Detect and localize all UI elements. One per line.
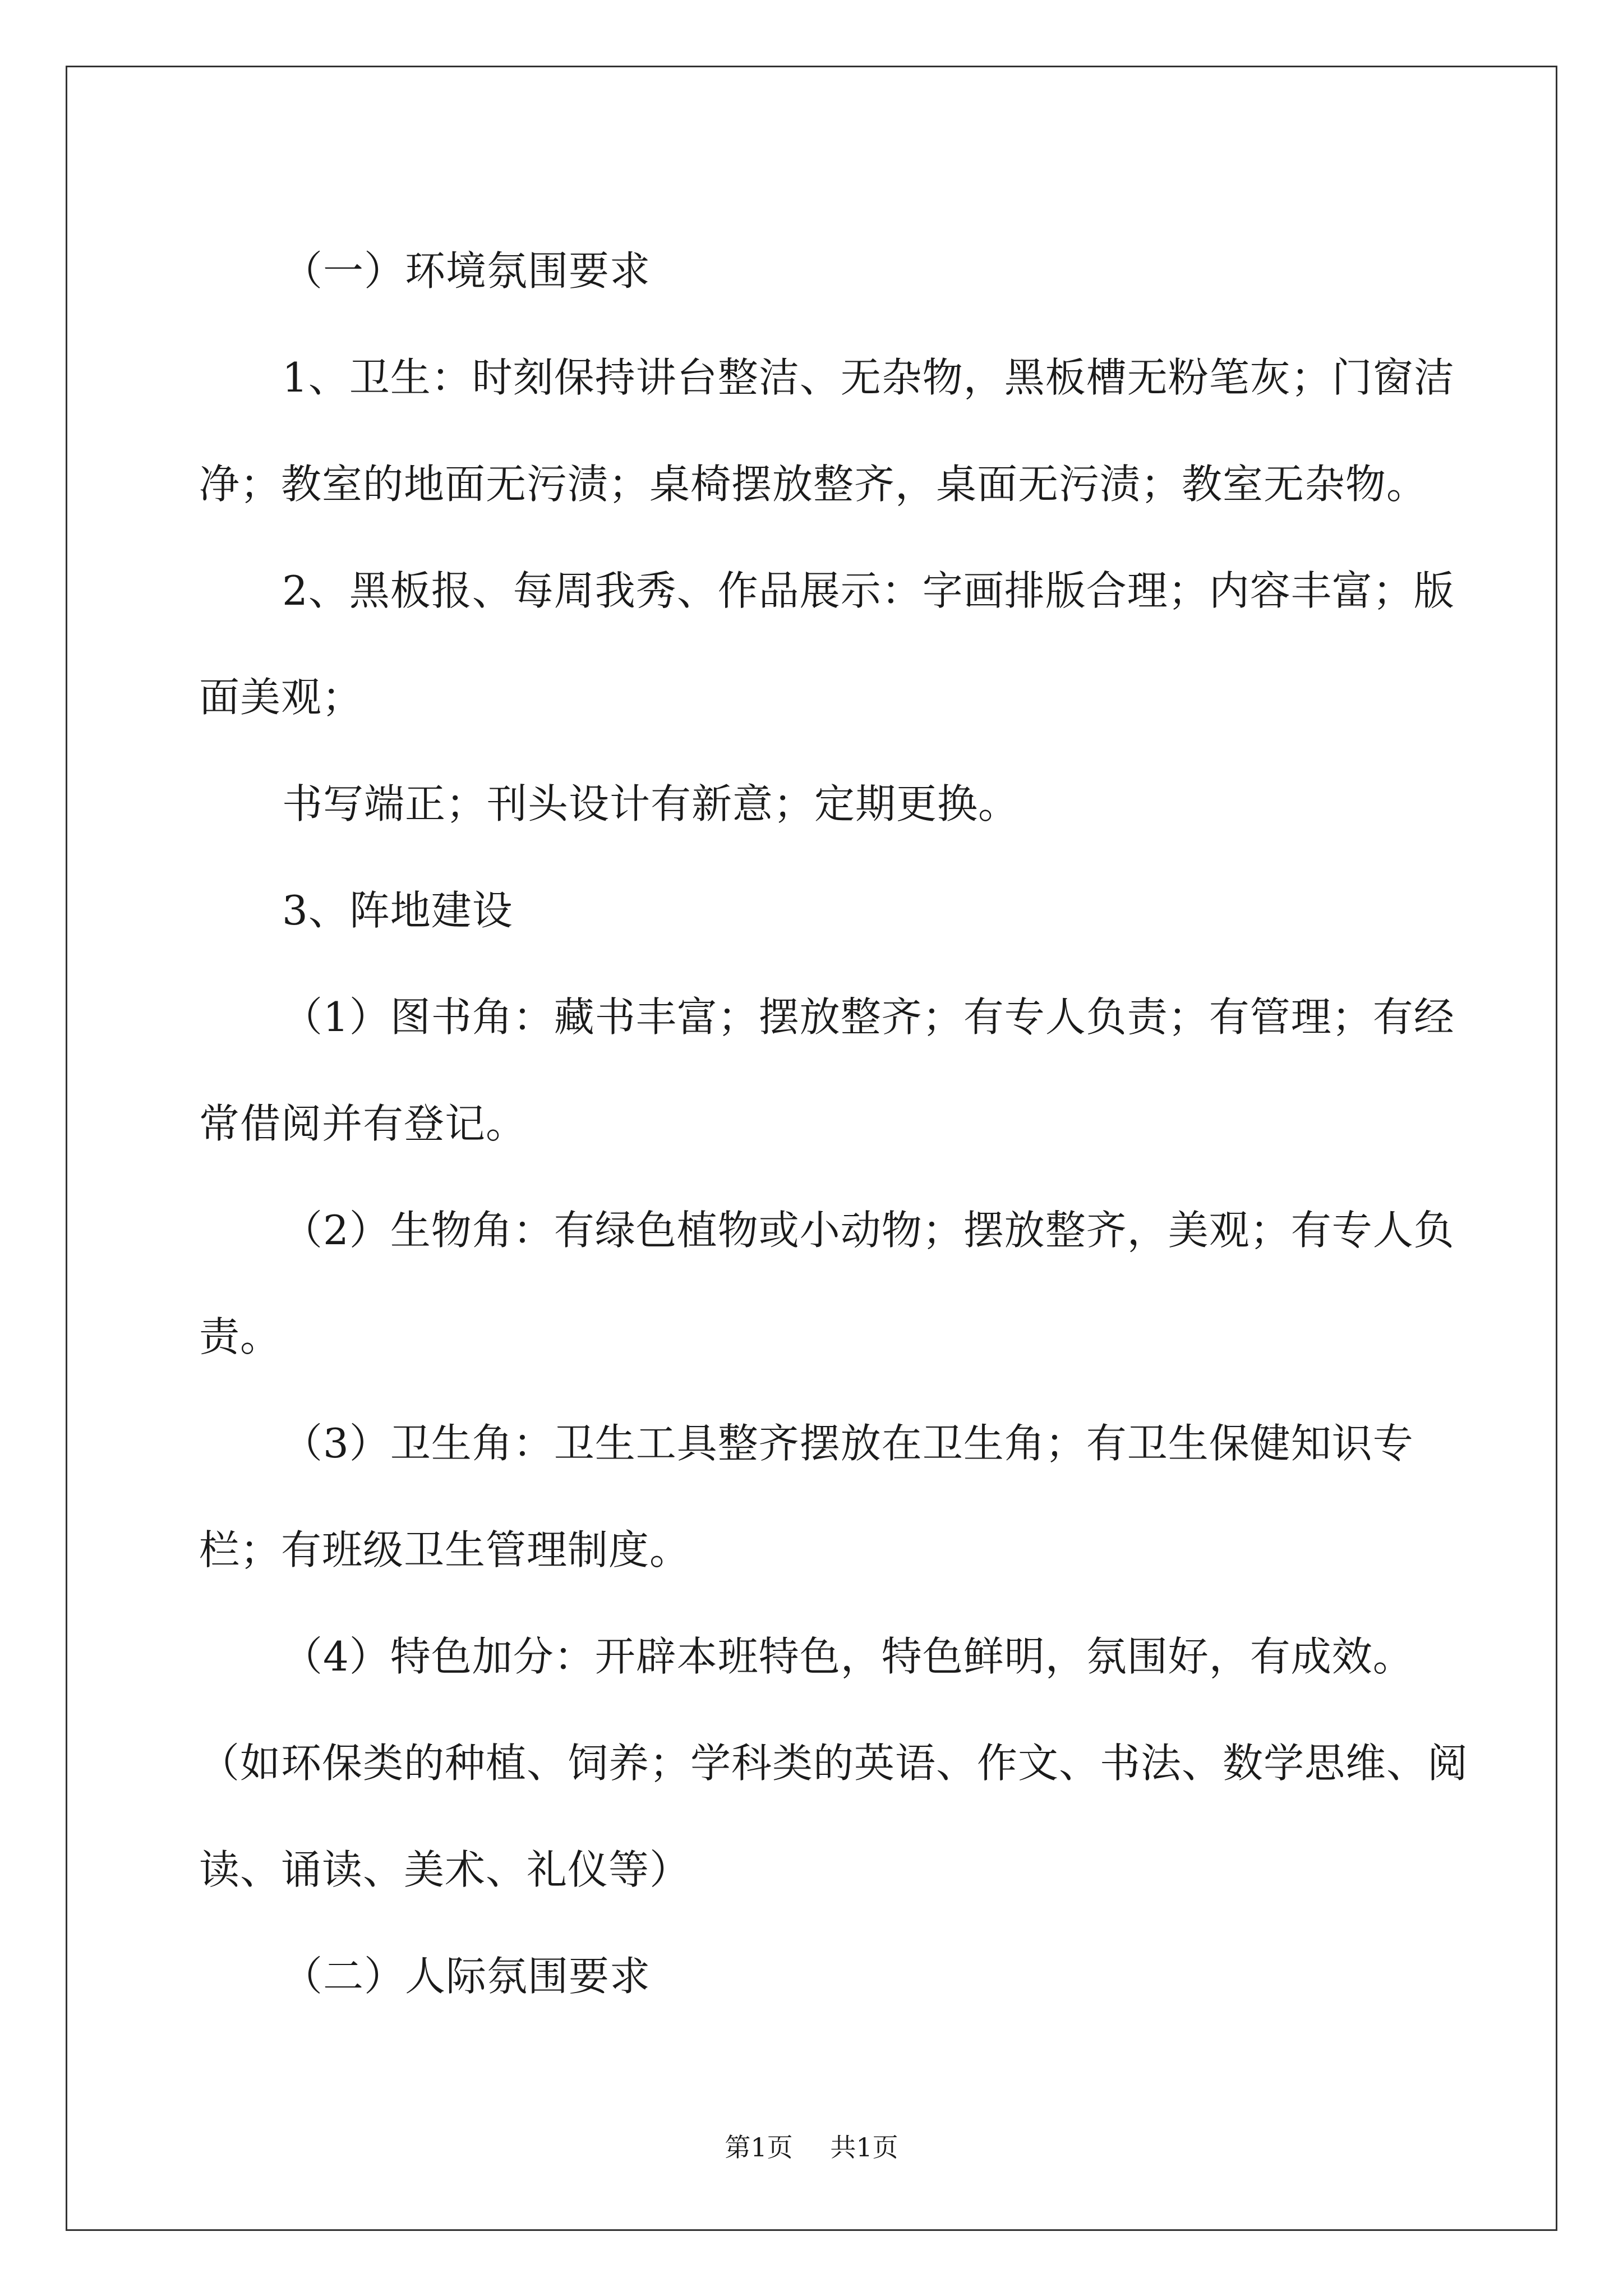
paragraph-blackboard-continued: 书写端正；刊头设计有新意；定期更换。: [282, 780, 1020, 827]
page-number-current: 第1页: [725, 2132, 793, 2162]
paragraph-hygiene-corner: （3）卫生角：卫生工具整齐摆放在卫生角；有卫生保健知识专栏；有班级卫生管理制度。: [199, 1420, 1414, 1573]
paragraph-book-corner: （1）图书角：藏书丰富；摆放整齐；有专人负责；有管理；有经常借阅并有登记。: [199, 993, 1455, 1147]
paragraph-biology-corner: （2）生物角：有绿色植物或小动物；摆放整齐，美观；有专人负责。: [199, 1207, 1455, 1360]
page-number-total: 共1页: [830, 2132, 898, 2162]
paragraph-position-building: 3、阵地建设: [282, 887, 513, 934]
paragraph-hygiene: 1、卫生：时刻保持讲台整洁、无杂物，黑板槽无粉笔灰；门窗洁净；教室的地面无污渍；桌椅摆放整齐，桌面无污渍；教室无杂物。: [199, 354, 1455, 508]
document-body: [199, 218, 1475, 2030]
paragraph-feature-bonus: （4）特色加分：开辟本班特色，特色鲜明，氛围好，有成效。（如环保类的种植、饲养；学科类的英语、作文、书法、数学思维、阅读、诵读、美术、礼仪等）: [199, 1633, 1469, 1893]
section-heading-interpersonal: （二）人际氛围要求: [282, 1953, 651, 2000]
paragraph-blackboard: 2、黑板报、每周我秀、作品展示：字画排版合理；内容丰富；版面美观；: [199, 567, 1455, 721]
page-footer: [0, 2127, 1623, 2164]
section-heading-environment: （一）环境氛围要求: [282, 247, 651, 295]
